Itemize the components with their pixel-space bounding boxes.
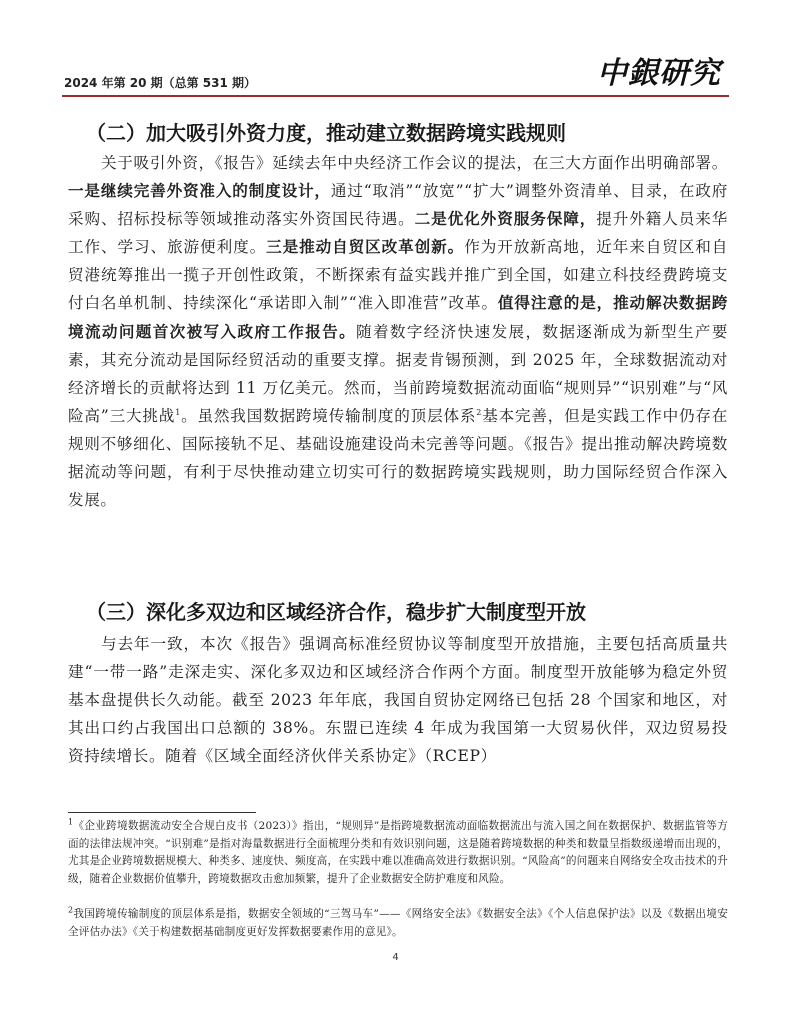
text: 基本完善，但是实践工作中仍存在规则不够细化、国际接轨不足、基础设施建设尚未完善等问题。《报告》提出推动解决跨境数据流动等问题，有利于尽快推动建立切实可行的数据跨境实践规则，助力国际经贸合作深入发展。 (68, 406, 728, 510)
section-heading-3: （三）深化多双边和区域经济合作，稳步扩大制度型开放 (86, 600, 586, 624)
text: 关于吸引外资，《报告》延续去年中央经济工作会议的提法，在三大方面作出明确部署。 (101, 154, 728, 172)
page-number: 4 (392, 952, 399, 963)
footnote-divider (68, 812, 256, 813)
text: 随着数字经济快速发展，数据逐渐成为新型生产要素，其充分流动是国际经贸活动的重要支撑。据麦肯锡预测，到 2025 年，全球数据流动对经济增长的贡献将达到 11 万亿美元。然而，当前跨境数据流动面临“规则异”“识别难”与“风险高”三大挑战 (68, 322, 729, 425)
point-two: 二是优化外资服务保障， (414, 210, 597, 229)
header-divider (62, 95, 729, 97)
section-heading-2: （二）加大吸引外资力度，推动建立数据跨境实践规则 (86, 121, 566, 145)
footnote-1-number: 1 (68, 817, 74, 827)
point-three: 三是推动自贸区改革创新。 (266, 238, 465, 257)
footnote-ref-1[interactable]: 1 (175, 407, 181, 417)
issue-label: 2024 年第 20 期（总第 531 期） (64, 76, 257, 90)
text: 提升外籍人员来华工作、学习、旅游便利度。 (68, 210, 728, 257)
text: 通过“取消”“放宽”“扩大”调整外资清单、目录，在政府采购、招标投标等领域推动落实外资国民待遇。 (68, 182, 728, 229)
point-one: 一是继续完善外资准入的制度设计， (68, 182, 331, 201)
footnote-2-text: 我国跨境传输制度的顶层体系是指，数据安全领域的“三驾马车”——《网络安全法》《数据安全法》《个人信息保护法》以及《数据出境安全评估办法》《关于构建数据基础制度更好发挥数据要素作用的意见》。 (68, 908, 728, 938)
text: 作为开放新高地，近年来自贸区和自贸港统筹推出一揽子开创性政策，不断探索有益实践并推广到全国，如建立科技经费跨境支付白名单机制、持续深化“承诺即入制”“准入即准营”改革。 (68, 238, 728, 313)
footnote-ref-2[interactable]: 2 (476, 407, 482, 417)
footnote-1-text: 《企业跨境数据流动安全合规白皮书（2023）》指出，“规则异”是指跨境数据流动面临数据流出与流入国之间在数据保护、数据监管等方面的法律法规冲突。“识别难”是指对海量数据进行全面梳理分类和有效识别问题，这是随着跨境数据的种类和数量呈指数级递增而出现的，尤其是企业跨境数据规模大、种类多、速度快、频度高，在实践中难以准确高效进行数据识别。“风险高”的问题来自网络安全攻击技术的升级，随着企业数据价值攀升，跨境数据攻击愈加频繁，提升了企业数据安全防护难度和风险。 (68, 820, 728, 885)
text: 。虽然我国数据跨境传输制度的顶层体系 (180, 406, 477, 425)
section-2-paragraph (68, 149, 728, 514)
footnote-2-number: 2 (68, 905, 74, 915)
notable-point: 值得注意的是，推动解决数据跨境流动问题首次被写入政府工作报告。 (68, 294, 728, 341)
boc-research-logo: 中銀研究 (597, 56, 721, 91)
footnote-1 (68, 818, 728, 888)
footnote-2 (68, 906, 728, 941)
section-3-paragraph: 与去年一致，本次《报告》强调高标准经贸协议等制度型开放措施，主要包括高质量共建“一带一路”走深走实、深化多双边和区域经济合作两个方面。制度型开放能够为稳定外贸基本盘提供长久动能。截至 2023 年年底，我国自贸协定网络已包括 28 个国家和地区，对其出口约占我国出口总额的 38%。东盟已连续 4 年成为我国第一大贸易伙伴，双边贸易投资持续增长。随着《区域全面经济伙伴关系协定》（RCEP） (68, 635, 728, 766)
